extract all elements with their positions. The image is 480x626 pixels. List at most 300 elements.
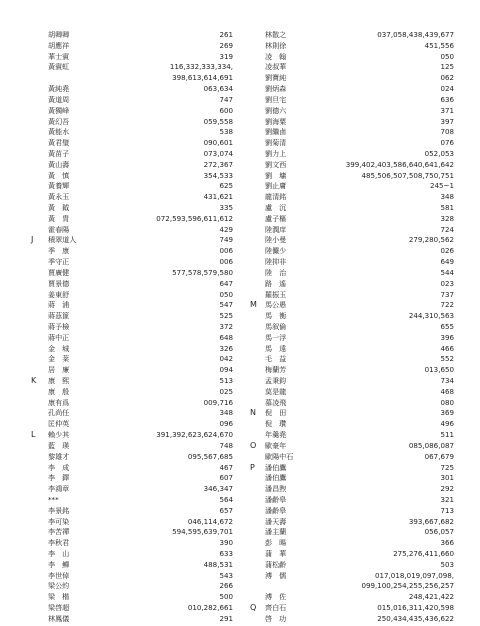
artist-name: 劉 墉 <box>265 170 287 180</box>
index-entry <box>31 246 233 257</box>
artist-name: 陸潤庠 <box>265 224 287 234</box>
artist-name: 劉繼鹵 <box>265 127 287 137</box>
artist-name: 賈廣健 <box>48 267 70 277</box>
index-entry <box>31 408 233 419</box>
page-numbers: 748 <box>219 440 233 450</box>
page-numbers: 248,421,422 <box>408 592 454 602</box>
index-entry <box>31 257 233 268</box>
page-numbers: 655 <box>440 321 454 331</box>
page-numbers: 525 <box>219 311 233 321</box>
artist-name: 金 城 <box>48 343 70 353</box>
index-entry <box>250 419 454 430</box>
index-entry <box>31 322 233 333</box>
artist-name: 潘伯鷹 <box>265 462 287 472</box>
index-entry <box>31 214 233 225</box>
index-entry <box>31 84 233 95</box>
index-entry <box>31 527 233 538</box>
artist-name: 黃賓虹 <box>48 62 70 72</box>
artist-name: 姜東舒 <box>48 289 70 299</box>
page-numbers: 488,531 <box>203 559 233 569</box>
artist-name: 劉菊清 <box>265 138 287 148</box>
index-entry <box>250 387 454 398</box>
page-numbers: 713 <box>440 505 454 515</box>
page-numbers: 059,558 <box>203 116 233 126</box>
page-numbers: 095,567,685 <box>187 451 233 461</box>
index-entry <box>250 614 454 625</box>
page-numbers: 636 <box>440 94 454 104</box>
artist-name: 孟秉鈞 <box>265 376 287 385</box>
page-numbers: 346,347 <box>203 484 233 494</box>
index-entry <box>250 84 454 95</box>
artist-name: 年羹堯 <box>265 430 287 440</box>
artist-name: 李鴻章 <box>48 484 70 494</box>
index-entry <box>250 300 454 311</box>
artist-name: 胡卿卿 <box>48 30 70 39</box>
artist-name: 潘主蘭 <box>265 527 287 537</box>
index-entry <box>250 214 454 225</box>
index-entry <box>31 160 233 171</box>
index-entry <box>250 506 454 517</box>
index-entry <box>250 62 454 73</box>
page-numbers: 503 <box>440 559 454 569</box>
page-numbers: 734 <box>440 376 454 385</box>
artist-name: 金 棻 <box>48 354 70 364</box>
index-entry <box>31 452 233 463</box>
index-entry <box>250 30 454 41</box>
index-entry <box>250 290 454 301</box>
page-numbers: 250,434,435,436,622 <box>377 613 454 623</box>
index-entry <box>31 279 233 290</box>
page-numbers: 500 <box>219 592 233 602</box>
page-numbers: 468 <box>440 386 454 396</box>
page-numbers: 366 <box>440 538 454 548</box>
artist-name: 潘齡皋 <box>265 494 287 504</box>
artist-name: 潘昌煦 <box>265 484 287 494</box>
artist-name: 康 殷 <box>48 386 70 396</box>
page-numbers: 125 <box>440 62 454 72</box>
index-entry <box>250 473 454 484</box>
index-entry <box>31 300 233 311</box>
page-numbers: 006 <box>219 257 233 267</box>
page-numbers: 050 <box>219 289 233 299</box>
index-entry <box>250 160 454 171</box>
artist-name: 黃獨峰 <box>48 105 70 115</box>
artist-name: 龍清銘 <box>265 192 287 202</box>
artist-name: 黃永玉 <box>48 192 70 202</box>
index-entry <box>250 322 454 333</box>
page-numbers: 429 <box>219 224 233 234</box>
page-numbers: 080 <box>440 397 454 407</box>
index-entry <box>250 463 454 474</box>
page-numbers: 600 <box>219 105 233 115</box>
artist-name: 歐陽中石 <box>265 451 294 461</box>
artist-name: 黃純堯 <box>48 84 70 94</box>
index-entry <box>250 268 454 279</box>
artist-name: 陸小曼 <box>265 235 287 245</box>
artist-name: 賈景德 <box>48 278 70 288</box>
page-numbers: 607 <box>219 473 233 483</box>
section-letter: Q <box>250 603 257 613</box>
page-numbers: 269 <box>219 40 233 50</box>
artist-name: 蒲 華 <box>265 549 287 558</box>
page-numbers: 321 <box>440 494 454 504</box>
index-entry <box>31 333 233 344</box>
artist-name: 胡應祥 <box>48 40 70 50</box>
index-entry <box>31 235 233 246</box>
artist-name: 齊白石 <box>265 603 287 613</box>
index-entry <box>31 52 233 63</box>
artist-name: 李 成 <box>48 462 70 472</box>
index-entry <box>31 560 233 571</box>
artist-name: 蔣 浦 <box>48 300 70 310</box>
page-numbers: 094 <box>219 365 233 375</box>
section-letter: O <box>250 440 257 450</box>
page-numbers: 431,621 <box>203 192 233 202</box>
artist-name: 路 遙 <box>265 278 287 288</box>
index-entry <box>250 41 454 52</box>
page-numbers: 369 <box>440 408 454 418</box>
page-numbers: 348 <box>440 192 454 202</box>
page-numbers: 301 <box>440 473 454 483</box>
page-numbers: 244,310,563 <box>408 311 454 321</box>
page-numbers: 451,556 <box>424 40 454 50</box>
artist-name: 梁 楷 <box>48 592 70 602</box>
artist-name: 黃幻吾 <box>48 116 70 126</box>
artist-name: 陸抑非 <box>265 257 287 267</box>
artist-name: 劉德六 <box>265 105 287 115</box>
index-entry <box>31 430 233 441</box>
page-numbers: 348 <box>219 408 233 418</box>
page-numbers: 006 <box>219 246 233 256</box>
index-entry <box>31 311 233 322</box>
index-entry <box>250 495 454 506</box>
artist-name: 藍 瑛 <box>48 440 70 450</box>
artist-name: 歐豪年 <box>265 440 287 450</box>
artist-name: 蔣茲篚 <box>48 311 70 321</box>
index-entry <box>31 268 233 279</box>
artist-name: 倪 瓚 <box>265 419 287 429</box>
artist-name: 馬叙倫 <box>265 321 287 331</box>
index-entry <box>31 290 233 301</box>
artist-name: 黃養輝 <box>48 181 70 191</box>
artist-name: 康 熙 <box>48 376 70 385</box>
page-numbers: 625 <box>219 181 233 191</box>
artist-name: 凌叔華 <box>265 62 287 72</box>
index-entry <box>31 181 233 192</box>
artist-name: 林散之 <box>265 30 287 39</box>
artist-name: 李秋君 <box>48 538 70 548</box>
index-entry <box>250 581 454 592</box>
page-numbers: 544 <box>440 267 454 277</box>
page-numbers: 085,086,087 <box>408 440 454 450</box>
artist-name: 莫是龍 <box>265 386 287 396</box>
index-entry <box>250 592 454 603</box>
page-numbers: 291 <box>219 613 233 623</box>
page-numbers: 396 <box>440 332 454 342</box>
index-entry <box>250 246 454 257</box>
artist-name: 馬 衡 <box>265 311 287 321</box>
index-entry <box>31 571 233 582</box>
artist-name: 潘天壽 <box>265 516 287 526</box>
section-letter: P <box>250 462 255 472</box>
artist-name: 劉寶純 <box>265 73 287 83</box>
artist-name: 黃苗子 <box>48 148 70 158</box>
index-entry <box>31 117 233 128</box>
page-numbers: 052,053 <box>424 148 454 158</box>
artist-name: 梅蘭芳 <box>265 365 287 375</box>
artist-name: 慕凌飛 <box>265 397 287 407</box>
index-entry <box>31 138 233 149</box>
page-numbers: 013,650 <box>424 365 454 375</box>
index-column-right <box>250 30 454 625</box>
artist-name: 毛 益 <box>265 354 287 364</box>
artist-name: 黃能水 <box>48 127 70 137</box>
page-numbers: 390 <box>219 538 233 548</box>
index-entry <box>250 538 454 549</box>
index-entry <box>31 614 233 625</box>
index-entry <box>250 127 454 138</box>
index-entry <box>31 376 233 387</box>
index-entry <box>250 398 454 409</box>
index-entry <box>250 171 454 182</box>
artist-name: 李景銘 <box>48 505 70 515</box>
artist-name: 溥 佐 <box>265 592 287 602</box>
index-entry <box>31 549 233 560</box>
index-entry <box>250 408 454 419</box>
index-entry <box>250 354 454 365</box>
page-numbers: 581 <box>440 203 454 212</box>
artist-name: 蒲松齡 <box>265 559 287 569</box>
page-numbers: 724 <box>440 224 454 234</box>
index-entry <box>31 419 233 430</box>
index-entry <box>31 30 233 41</box>
index-entry <box>250 203 454 214</box>
page-numbers: 496 <box>440 419 454 429</box>
page-numbers: 511 <box>440 430 454 440</box>
index-entry <box>31 149 233 160</box>
page-numbers: 063,634 <box>203 84 233 94</box>
artist-name: 霍春陽 <box>48 224 70 234</box>
section-letter: M <box>250 300 257 310</box>
page-numbers: 023 <box>440 278 454 288</box>
page-numbers: 062 <box>440 73 454 83</box>
page-numbers: 050 <box>440 51 454 61</box>
index-entry <box>31 495 233 506</box>
artist-name: 林鳳儀 <box>48 613 70 623</box>
artist-name: 劉力上 <box>265 148 287 158</box>
index-entry <box>250 549 454 560</box>
index-entry <box>31 344 233 355</box>
index-entry <box>250 52 454 63</box>
page-numbers: 017,018,019,097,098, <box>375 570 454 580</box>
index-entry <box>250 376 454 387</box>
index-entry <box>31 398 233 409</box>
index-entry <box>250 149 454 160</box>
artist-name: 黃 慎 <box>48 170 70 180</box>
page-numbers: 391,392,623,624,670 <box>156 430 233 440</box>
page-numbers: 116,332,333,334, <box>169 62 233 72</box>
page-numbers: 737 <box>440 289 454 299</box>
page-numbers: 372 <box>219 321 233 331</box>
page-numbers: 398,613,614,691 <box>172 73 233 83</box>
page-numbers: 725 <box>440 462 454 472</box>
index-entry <box>250 279 454 290</box>
page-numbers: 272,367 <box>203 159 233 169</box>
index-column-left <box>31 30 233 625</box>
index-entry <box>31 517 233 528</box>
index-entry <box>31 354 233 365</box>
artist-name: 馬公愚 <box>265 300 287 310</box>
index-entry <box>31 484 233 495</box>
artist-name: 溥 儒 <box>265 570 287 580</box>
artist-name: 潘伯鷹 <box>265 473 287 483</box>
index-entry <box>250 333 454 344</box>
artist-name: 潘齡皋 <box>265 505 287 515</box>
index-entry <box>250 484 454 495</box>
index-entry <box>250 117 454 128</box>
artist-name: 倪 田 <box>265 408 287 418</box>
artist-name: 黃君璧 <box>48 138 70 148</box>
page-numbers: 648 <box>219 332 233 342</box>
index-entry <box>31 73 233 84</box>
page-numbers: 275,276,411,660 <box>393 549 454 558</box>
page-numbers: 279,280,562 <box>408 235 454 245</box>
index-entry <box>250 73 454 84</box>
page-numbers: 046,114,672 <box>187 516 233 526</box>
artist-name: 李世倬 <box>48 570 70 580</box>
index-entry <box>31 95 233 106</box>
page-numbers: 649 <box>440 257 454 267</box>
index-entry <box>31 62 233 73</box>
artist-name: 李 山 <box>48 549 70 558</box>
index-entry <box>31 106 233 117</box>
artist-name: 居 廉 <box>48 365 70 375</box>
index-entry <box>31 463 233 474</box>
index-entry <box>250 225 454 236</box>
page-numbers: 026 <box>440 246 454 256</box>
index-entry <box>250 344 454 355</box>
index-entry <box>31 225 233 236</box>
page-numbers: 266 <box>219 581 233 591</box>
page-numbers: 513 <box>219 376 233 385</box>
artist-name: 盧 沉 <box>265 203 287 212</box>
index-entry <box>31 192 233 203</box>
page-numbers: 015,016,311,420,598 <box>377 603 454 613</box>
artist-name: 劉海粟 <box>265 116 287 126</box>
artist-name: 黃 胄 <box>48 213 70 223</box>
page-numbers: 319 <box>219 51 233 61</box>
page-numbers: 552 <box>440 354 454 364</box>
index-entry <box>250 571 454 582</box>
index-entry <box>250 311 454 322</box>
artist-name: *** <box>48 494 59 504</box>
page-numbers: 393,667,682 <box>408 516 454 526</box>
page-numbers: 657 <box>219 505 233 515</box>
index-entry <box>250 517 454 528</box>
artist-name: 陸儼少 <box>265 246 287 256</box>
page-numbers: 543 <box>219 570 233 580</box>
page-numbers: 099,100,254,255,256,257 <box>361 581 454 591</box>
section-letter: L <box>31 430 36 440</box>
index-entry <box>250 181 454 192</box>
artist-name: 孔尚任 <box>48 408 70 418</box>
index-entry <box>250 106 454 117</box>
artist-name: 彭 暘 <box>265 538 287 548</box>
page-numbers: 037,058,438,439,677 <box>377 30 454 39</box>
artist-name: 華士賓 <box>48 51 70 61</box>
section-letter: K <box>31 376 37 385</box>
artist-name: 李 鱓 <box>48 559 70 569</box>
artist-name: 羅振玉 <box>265 289 287 299</box>
artist-name: 陸 治 <box>265 267 287 277</box>
index-entry <box>31 603 233 614</box>
index-entry <box>250 452 454 463</box>
page-numbers: 722 <box>440 300 454 310</box>
index-entry <box>31 387 233 398</box>
artist-name: 梁公約 <box>48 581 70 591</box>
artist-name: 蔣中正 <box>48 332 70 342</box>
index-entry <box>31 473 233 484</box>
artist-name: 積翠道人 <box>48 235 77 245</box>
index-entry <box>250 527 454 538</box>
index-entry <box>250 235 454 246</box>
artist-name: 啓 功 <box>265 613 287 623</box>
index-entry <box>31 506 233 517</box>
index-entry <box>250 603 454 614</box>
artist-name: 劉文西 <box>265 159 287 169</box>
page-numbers: 371 <box>440 105 454 115</box>
page-numbers: 485,506,507,508,750,751 <box>361 170 454 180</box>
page-numbers: 292 <box>440 484 454 494</box>
index-entry <box>31 441 233 452</box>
index-entry <box>31 127 233 138</box>
page-numbers: 009,716 <box>203 397 233 407</box>
page-numbers: 467 <box>219 462 233 472</box>
page-numbers: 010,282,661 <box>187 603 233 613</box>
artist-name: 盧子樞 <box>265 213 287 223</box>
artist-name: 李苦禪 <box>48 527 70 537</box>
page-numbers: 564 <box>219 494 233 504</box>
index-entry <box>31 581 233 592</box>
page-numbers: 397 <box>440 116 454 126</box>
artist-name: 匡仲英 <box>48 419 70 429</box>
artist-name: 劉止庸 <box>265 181 287 191</box>
page-numbers: 072,593,596,611,612 <box>156 213 233 223</box>
page-numbers: 076 <box>440 138 454 148</box>
page-numbers: 647 <box>219 278 233 288</box>
index-entry <box>250 138 454 149</box>
page-numbers: 335 <box>219 203 233 212</box>
page-numbers: 067,679 <box>424 451 454 461</box>
section-letter: J <box>31 235 34 245</box>
artist-name: 黃道周 <box>48 94 70 104</box>
artist-name: 黎雄才 <box>48 451 70 461</box>
artist-name: 劉旦宅 <box>265 94 287 104</box>
artist-name: 賴少其 <box>48 430 70 440</box>
artist-name: 李 鐸 <box>48 473 70 483</box>
artist-name: 林則徐 <box>265 40 287 50</box>
page-numbers: 708 <box>440 127 454 137</box>
artist-name: 馬 遠 <box>265 343 287 353</box>
page-numbers: 245~1 <box>430 181 454 191</box>
index-entry <box>31 592 233 603</box>
index-entry <box>250 192 454 203</box>
page-numbers: 538 <box>219 127 233 137</box>
page-numbers: 326 <box>219 343 233 353</box>
page-numbers: 024 <box>440 84 454 94</box>
section-letter: N <box>250 408 256 418</box>
artist-name: 劉炳森 <box>265 84 287 94</box>
